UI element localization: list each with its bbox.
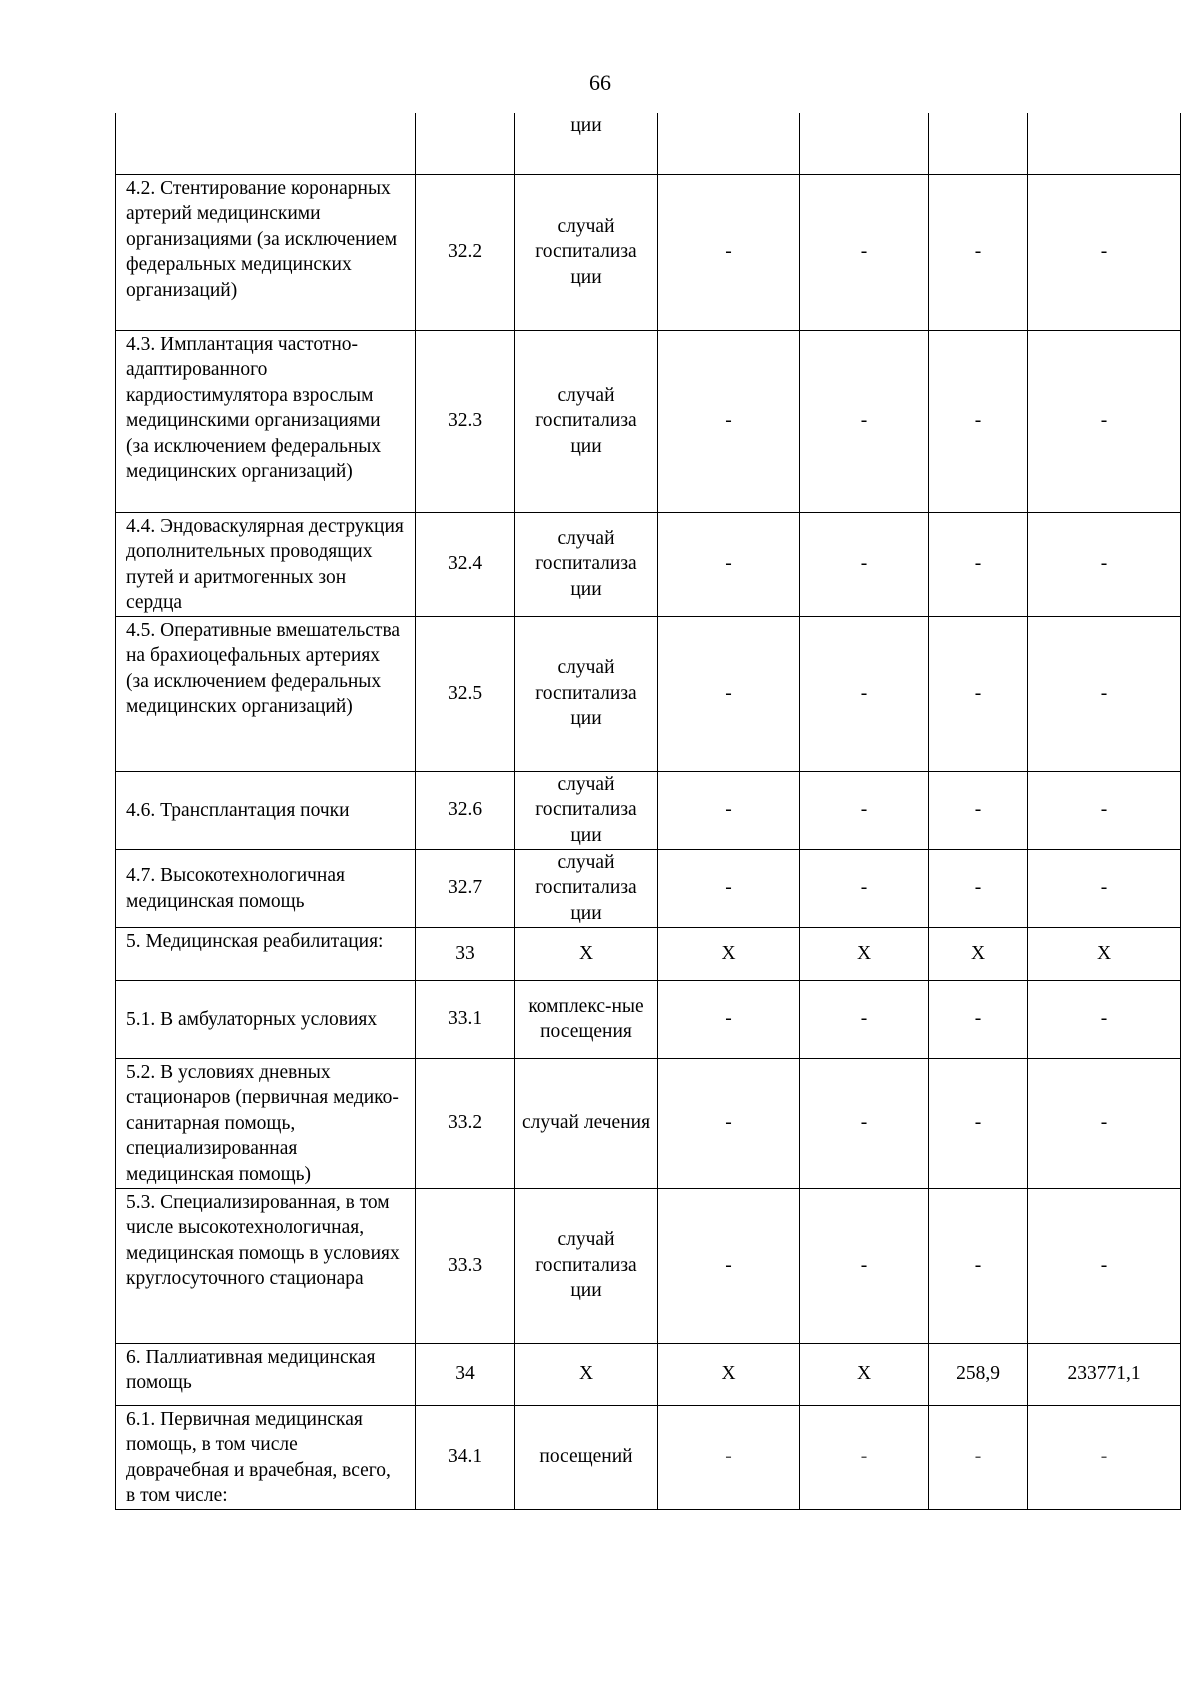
row-value: Х bbox=[1028, 927, 1181, 980]
row-value: - bbox=[800, 1058, 929, 1188]
row-value: 258,9 bbox=[929, 1343, 1028, 1405]
row-code: 32.7 bbox=[416, 849, 515, 927]
row-unit: случай госпитализа ции bbox=[515, 330, 658, 512]
row-name: 4.3. Имплантация частотно-адаптированного кардиостимулятора взрослым медицинскими организациями (за исключением федеральных медицинских организаций) bbox=[116, 330, 416, 512]
row-code bbox=[416, 113, 515, 174]
row-value: Х bbox=[929, 927, 1028, 980]
row-value: - bbox=[1028, 1188, 1181, 1343]
row-unit: Х bbox=[515, 1343, 658, 1405]
table-row bbox=[116, 927, 1181, 980]
table-row bbox=[116, 980, 1181, 1058]
row-name: 5.1. В амбулаторных условиях bbox=[116, 980, 416, 1058]
row-value: Х bbox=[658, 927, 800, 980]
row-value: - bbox=[1028, 330, 1181, 512]
row-code: 32.6 bbox=[416, 771, 515, 849]
row-name: 6. Паллиативная медицинская помощь bbox=[116, 1343, 416, 1405]
row-value: - bbox=[929, 330, 1028, 512]
page-number: 66 bbox=[589, 70, 611, 95]
row-value: - bbox=[800, 771, 929, 849]
row-value: - bbox=[929, 616, 1028, 771]
row-name: 4.2. Стентирование коронарных артерий медицинскими организациями (за исключением федеральных медицинских организаций) bbox=[116, 174, 416, 330]
row-value: - bbox=[658, 980, 800, 1058]
row-value: - bbox=[1028, 616, 1181, 771]
row-code: 34 bbox=[416, 1343, 515, 1405]
row-value: - bbox=[1028, 1405, 1181, 1509]
table-row bbox=[116, 1405, 1181, 1509]
row-value: - bbox=[1028, 849, 1181, 927]
table-row bbox=[116, 330, 1181, 512]
row-name: 4.6. Трансплантация почки bbox=[116, 771, 416, 849]
row-code: 33.2 bbox=[416, 1058, 515, 1188]
row-value bbox=[658, 113, 800, 174]
row-unit: случай госпитализа ции bbox=[515, 849, 658, 927]
row-value: - bbox=[800, 330, 929, 512]
table-row bbox=[116, 512, 1181, 616]
table-row bbox=[116, 771, 1181, 849]
row-value: - bbox=[1028, 980, 1181, 1058]
row-code: 34.1 bbox=[416, 1405, 515, 1509]
row-value: - bbox=[658, 616, 800, 771]
row-value: - bbox=[800, 1188, 929, 1343]
row-value: - bbox=[800, 512, 929, 616]
row-value: - bbox=[929, 849, 1028, 927]
row-value: - bbox=[800, 849, 929, 927]
row-value bbox=[1028, 113, 1181, 174]
row-unit: ции bbox=[515, 113, 658, 174]
row-value: - bbox=[1028, 174, 1181, 330]
row-value: - bbox=[800, 616, 929, 771]
row-value: - bbox=[658, 849, 800, 927]
row-value: - bbox=[800, 1405, 929, 1509]
row-code: 33 bbox=[416, 927, 515, 980]
table-row bbox=[116, 1343, 1181, 1405]
row-unit: случай лечения bbox=[515, 1058, 658, 1188]
row-name: 4.4. Эндоваскулярная деструкция дополнительных проводящих путей и аритмогенных зон сердца bbox=[116, 512, 416, 616]
row-name: 5.2. В условиях дневных стационаров (первичная медико-санитарная помощь, специализированная медицинская помощь) bbox=[116, 1058, 416, 1188]
row-value: - bbox=[929, 174, 1028, 330]
row-value: - bbox=[658, 771, 800, 849]
table-row bbox=[116, 113, 1181, 174]
row-name: 5.3. Специализированная, в том числе высокотехнологичная, медицинская помощь в условиях круглосуточного стационара bbox=[116, 1188, 416, 1343]
row-name bbox=[116, 113, 416, 174]
table-row bbox=[116, 174, 1181, 330]
indicators-table bbox=[115, 113, 1181, 1510]
row-unit: случай госпитализа ции bbox=[515, 174, 658, 330]
row-unit: случай госпитализа ции bbox=[515, 616, 658, 771]
row-unit: случай госпитализа ции bbox=[515, 512, 658, 616]
row-value: - bbox=[929, 1058, 1028, 1188]
table-row bbox=[116, 1058, 1181, 1188]
row-value: - bbox=[658, 174, 800, 330]
row-value: - bbox=[929, 771, 1028, 849]
row-value: - bbox=[1028, 771, 1181, 849]
table-row bbox=[116, 849, 1181, 927]
row-value: - bbox=[658, 330, 800, 512]
row-code: 32.2 bbox=[416, 174, 515, 330]
row-value: - bbox=[658, 1058, 800, 1188]
row-value: Х bbox=[800, 927, 929, 980]
row-unit: Х bbox=[515, 927, 658, 980]
row-value: - bbox=[800, 174, 929, 330]
row-value: Х bbox=[658, 1343, 800, 1405]
row-unit: посещений bbox=[515, 1405, 658, 1509]
row-code: 32.3 bbox=[416, 330, 515, 512]
row-value bbox=[800, 113, 929, 174]
row-name: 6.1. Первичная медицинская помощь, в том числе доврачебная и врачебная, всего, в том числе: bbox=[116, 1405, 416, 1509]
row-value: - bbox=[929, 512, 1028, 616]
row-value: - bbox=[929, 980, 1028, 1058]
row-value: - bbox=[1028, 512, 1181, 616]
row-unit: случай госпитализа ции bbox=[515, 1188, 658, 1343]
row-name: 4.7. Высокотехнологичная медицинская помощь bbox=[116, 849, 416, 927]
row-unit: случай госпитализа ции bbox=[515, 771, 658, 849]
row-code: 33.3 bbox=[416, 1188, 515, 1343]
row-unit: комплекс-ные посещения bbox=[515, 980, 658, 1058]
row-value: - bbox=[1028, 1058, 1181, 1188]
row-value: - bbox=[929, 1188, 1028, 1343]
row-code: 32.4 bbox=[416, 512, 515, 616]
row-value: 233771,1 bbox=[1028, 1343, 1181, 1405]
table-row bbox=[116, 1188, 1181, 1343]
row-code: 32.5 bbox=[416, 616, 515, 771]
row-value: Х bbox=[800, 1343, 929, 1405]
row-value: - bbox=[658, 512, 800, 616]
row-code: 33.1 bbox=[416, 980, 515, 1058]
row-name: 4.5. Оперативные вмешательства на брахиоцефальных артериях (за исключением федеральных медицинских организаций) bbox=[116, 616, 416, 771]
row-value: - bbox=[658, 1405, 800, 1509]
row-name: 5. Медицинская реабилитация: bbox=[116, 927, 416, 980]
row-value: - bbox=[800, 980, 929, 1058]
row-value: - bbox=[658, 1188, 800, 1343]
row-value bbox=[929, 113, 1028, 174]
row-value: - bbox=[929, 1405, 1028, 1509]
table-row bbox=[116, 616, 1181, 771]
